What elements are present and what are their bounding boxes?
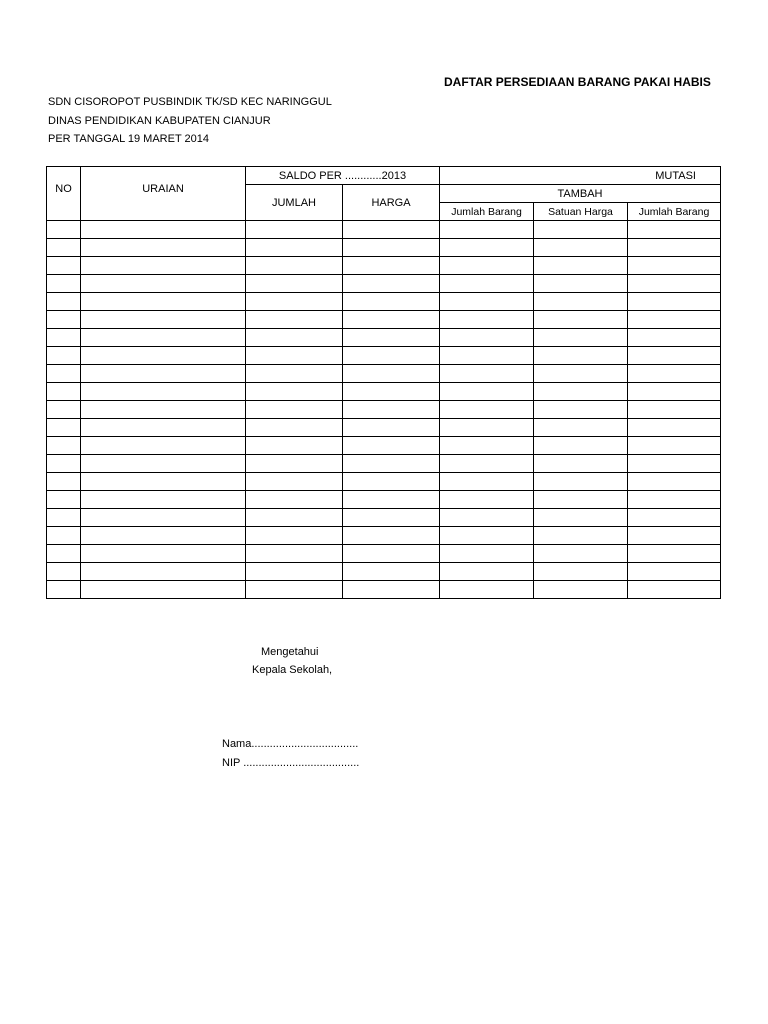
table-cell[interactable] [534, 527, 628, 545]
agency-name: DINAS PENDIDIKAN KABUPATEN CIANJUR [48, 115, 271, 127]
table-cell[interactable] [343, 545, 440, 563]
table-cell[interactable] [47, 545, 81, 563]
table-cell[interactable] [47, 311, 81, 329]
table-cell[interactable] [534, 419, 628, 437]
table-cell[interactable] [534, 383, 628, 401]
table-cell[interactable] [534, 365, 628, 383]
table-cell[interactable] [47, 509, 81, 527]
table-cell[interactable] [534, 239, 628, 257]
table-cell[interactable] [246, 365, 343, 383]
table-cell[interactable] [628, 545, 721, 563]
table-cell[interactable] [343, 563, 440, 581]
table-cell[interactable] [246, 455, 343, 473]
table-cell[interactable] [534, 329, 628, 347]
table-cell[interactable] [628, 401, 721, 419]
table-cell[interactable] [343, 401, 440, 419]
table-cell[interactable] [246, 491, 343, 509]
table-cell[interactable] [81, 437, 246, 455]
table-cell[interactable] [81, 563, 246, 581]
column-header-jumlah-barang-2: Jumlah Barang [628, 203, 721, 221]
table-cell[interactable] [81, 257, 246, 275]
table-cell[interactable] [534, 581, 628, 599]
table-cell[interactable] [47, 257, 81, 275]
table-row [47, 401, 721, 419]
table-cell[interactable] [534, 509, 628, 527]
table-cell[interactable] [246, 383, 343, 401]
table-cell[interactable] [81, 545, 246, 563]
table-cell[interactable] [440, 347, 534, 365]
table-cell[interactable] [343, 383, 440, 401]
table-cell[interactable] [47, 419, 81, 437]
table-row [47, 221, 721, 239]
signature-name-line: Nama................................... [222, 738, 359, 750]
table-cell[interactable] [47, 365, 81, 383]
table-cell[interactable] [81, 527, 246, 545]
table-row [47, 419, 721, 437]
table-cell[interactable] [81, 383, 246, 401]
inventory-table [46, 166, 721, 599]
table-cell[interactable] [440, 275, 534, 293]
table-cell[interactable] [628, 221, 721, 239]
table-row [47, 347, 721, 365]
table-cell[interactable] [343, 509, 440, 527]
table-cell[interactable] [343, 257, 440, 275]
table-cell[interactable] [534, 563, 628, 581]
table-cell[interactable] [343, 581, 440, 599]
table-row [47, 581, 721, 599]
table-row [47, 239, 721, 257]
table-cell[interactable] [440, 311, 534, 329]
table-cell[interactable] [440, 455, 534, 473]
table-cell[interactable] [440, 491, 534, 509]
table-cell[interactable] [81, 275, 246, 293]
table-cell[interactable] [534, 401, 628, 419]
table-cell[interactable] [81, 509, 246, 527]
table-cell[interactable] [81, 221, 246, 239]
table-cell[interactable] [343, 239, 440, 257]
table-cell[interactable] [343, 329, 440, 347]
tambah-header: TAMBAH [440, 185, 721, 203]
table-cell[interactable] [343, 455, 440, 473]
table-row [47, 293, 721, 311]
table-cell[interactable] [440, 509, 534, 527]
table-cell[interactable] [81, 491, 246, 509]
table-row [47, 563, 721, 581]
table-cell[interactable] [534, 473, 628, 491]
table-cell[interactable] [47, 563, 81, 581]
table-cell[interactable] [81, 455, 246, 473]
table-cell[interactable] [440, 293, 534, 311]
principal-role-label: Kepala Sekolah, [252, 664, 333, 676]
table-cell[interactable] [343, 437, 440, 455]
table-cell[interactable] [47, 383, 81, 401]
table-cell[interactable] [440, 239, 534, 257]
column-header-jumlah-barang-1: Jumlah Barang [440, 203, 534, 221]
column-header-harga: HARGA [343, 185, 440, 221]
table-cell[interactable] [440, 581, 534, 599]
table-cell[interactable] [534, 311, 628, 329]
table-cell[interactable] [246, 437, 343, 455]
table-cell[interactable] [440, 419, 534, 437]
table-cell[interactable] [81, 581, 246, 599]
table-cell[interactable] [81, 311, 246, 329]
table-cell[interactable] [628, 239, 721, 257]
table-cell[interactable] [534, 545, 628, 563]
table-row [47, 527, 721, 545]
signature-nip-line: NIP ...................................... [222, 757, 360, 769]
table-cell[interactable] [343, 473, 440, 491]
table-cell[interactable] [628, 293, 721, 311]
table-cell[interactable] [440, 257, 534, 275]
saldo-header: SALDO PER ............2013 [246, 167, 440, 185]
table-cell[interactable] [440, 383, 534, 401]
table-cell[interactable] [81, 293, 246, 311]
table-cell[interactable] [534, 491, 628, 509]
column-header-no: NO [47, 167, 81, 221]
table-cell[interactable] [246, 509, 343, 527]
table-cell[interactable] [343, 347, 440, 365]
table-cell[interactable] [47, 473, 81, 491]
table-cell[interactable] [81, 329, 246, 347]
table-cell[interactable] [81, 365, 246, 383]
table-cell[interactable] [343, 293, 440, 311]
table-cell[interactable] [534, 257, 628, 275]
table-cell[interactable] [246, 221, 343, 239]
table-cell[interactable] [47, 527, 81, 545]
table-cell[interactable] [246, 401, 343, 419]
table-cell[interactable] [440, 221, 534, 239]
table-row [47, 545, 721, 563]
table-cell[interactable] [343, 221, 440, 239]
table-cell[interactable] [47, 401, 81, 419]
document-title: DAFTAR PERSEDIAAN BARANG PAKAI HABIS [444, 75, 711, 89]
table-cell[interactable] [246, 239, 343, 257]
table-cell[interactable] [47, 347, 81, 365]
table-cell[interactable] [246, 545, 343, 563]
table-cell[interactable] [534, 293, 628, 311]
table-row [47, 275, 721, 293]
table-cell[interactable] [47, 581, 81, 599]
table-row [47, 365, 721, 383]
table-cell[interactable] [440, 365, 534, 383]
table-cell[interactable] [534, 455, 628, 473]
date-line: PER TANGGAL 19 MARET 2014 [48, 133, 209, 145]
table-cell[interactable] [628, 563, 721, 581]
table-cell[interactable] [628, 311, 721, 329]
table-cell[interactable] [534, 347, 628, 365]
table-cell[interactable] [246, 257, 343, 275]
table-cell[interactable] [628, 527, 721, 545]
table-cell[interactable] [81, 401, 246, 419]
table-cell[interactable] [47, 293, 81, 311]
table-cell[interactable] [628, 347, 721, 365]
table-cell[interactable] [81, 347, 246, 365]
table-cell[interactable] [246, 527, 343, 545]
table-cell[interactable] [628, 581, 721, 599]
table-cell[interactable] [534, 437, 628, 455]
table-cell[interactable] [343, 491, 440, 509]
table-cell[interactable] [47, 455, 81, 473]
table-body [47, 221, 721, 599]
table-cell[interactable] [628, 419, 721, 437]
table-cell[interactable] [246, 275, 343, 293]
table-cell[interactable] [534, 275, 628, 293]
table-cell[interactable] [440, 437, 534, 455]
table-row [47, 455, 721, 473]
table-row [47, 437, 721, 455]
table-cell[interactable] [628, 365, 721, 383]
table-cell[interactable] [628, 275, 721, 293]
table-cell[interactable] [628, 473, 721, 491]
table-cell[interactable] [246, 329, 343, 347]
table-row [47, 509, 721, 527]
table-cell[interactable] [246, 293, 343, 311]
column-header-satuan-harga: Satuan Harga [534, 203, 628, 221]
table-cell[interactable] [343, 365, 440, 383]
table-cell[interactable] [440, 527, 534, 545]
table-cell[interactable] [628, 491, 721, 509]
table-row [47, 383, 721, 401]
table-cell[interactable] [343, 419, 440, 437]
table-cell[interactable] [246, 311, 343, 329]
table-cell[interactable] [81, 239, 246, 257]
table-row [47, 311, 721, 329]
table-cell[interactable] [628, 509, 721, 527]
table-cell[interactable] [246, 581, 343, 599]
table-cell[interactable] [343, 275, 440, 293]
table-cell[interactable] [246, 563, 343, 581]
table-cell[interactable] [534, 221, 628, 239]
column-header-uraian: URAIAN [81, 167, 246, 221]
table-row [47, 329, 721, 347]
table-cell[interactable] [246, 419, 343, 437]
table-cell[interactable] [81, 419, 246, 437]
table-cell[interactable] [246, 473, 343, 491]
table-cell[interactable] [47, 437, 81, 455]
mutasi-header: MUTASI [440, 167, 721, 185]
table-cell[interactable] [628, 257, 721, 275]
school-name: SDN CISOROPOT PUSBINDIK TK/SD KEC NARINGGUL [48, 96, 332, 108]
table-cell[interactable] [628, 383, 721, 401]
table-cell[interactable] [47, 491, 81, 509]
table-cell[interactable] [628, 329, 721, 347]
table-cell[interactable] [628, 437, 721, 455]
table-cell[interactable] [440, 329, 534, 347]
table-cell[interactable] [440, 473, 534, 491]
table-cell[interactable] [47, 275, 81, 293]
table-row [47, 473, 721, 491]
table-cell[interactable] [81, 473, 246, 491]
table-cell[interactable] [47, 221, 81, 239]
table-cell[interactable] [47, 329, 81, 347]
acknowledgement-label: Mengetahui [261, 646, 319, 658]
column-header-jumlah: JUMLAH [246, 185, 343, 221]
table-cell[interactable] [47, 239, 81, 257]
table-cell[interactable] [440, 545, 534, 563]
table-cell[interactable] [440, 401, 534, 419]
table-cell[interactable] [343, 527, 440, 545]
table-cell[interactable] [343, 311, 440, 329]
table-row [47, 257, 721, 275]
table-cell[interactable] [628, 455, 721, 473]
table-cell[interactable] [440, 563, 534, 581]
table-row [47, 491, 721, 509]
table-cell[interactable] [246, 347, 343, 365]
